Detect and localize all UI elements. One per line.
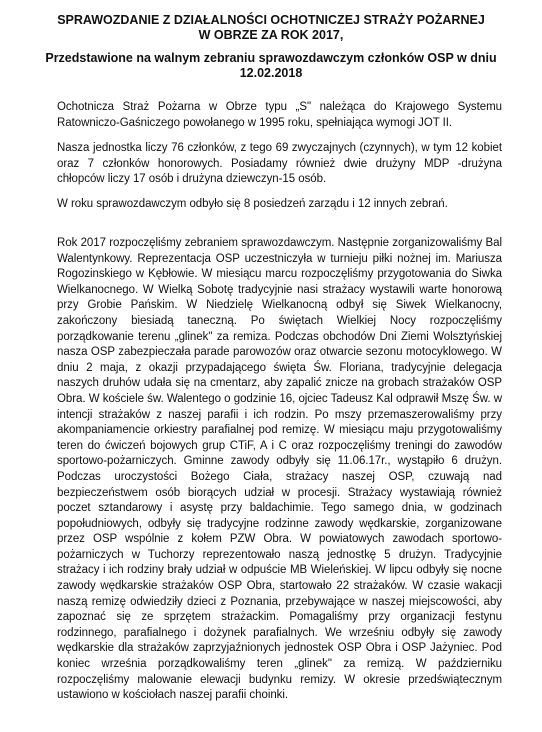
subtitle-line-2: 12.02.2018 [239,66,303,80]
paragraph-unit-description: Ochotnicza Straż Pożarna w Obrze typu „S" należąca do Krajowego Systemu Ratowniczo-Gaśniczego powołanego w 1995 roku, spełniająca wymogi JOT II. [57,101,502,129]
subtitle-line-1: Przedstawione na walnym zebraniu sprawozdawczym członków OSP w dniu [45,51,497,65]
paragraph-membership: Nasza jednostka liczy 76 członków, z tego 69 zwyczajnych (czynnych), w tym 12 kobiet oraz 7 członków honorowych. Posiadamy również dwie drużyny MDP -drużyna chłopców liczy 17 osób i drużyna dziewczyn-15 osób. [57,142,502,186]
title-line-1: SPRAWOZDANIE Z DZIAŁALNOŚCI OCHOTNICZEJ STRAŻY POŻARNEJ [57,13,485,27]
title-line-2: W OBRZE ZA ROK 2017, [198,28,344,42]
document-title [40,13,502,43]
document-subtitle [40,51,502,81]
paragraph-meetings: W roku sprawozdawczym odbyło się 8 posiedzeń zarządu i 12 innych zebrań. [57,198,448,210]
paragraph-activities: Rok 2017 rozpoczęliśmy zebraniem sprawozdawczym. Następnie zorganizowaliśmy Bal Walentynkowy. Reprezentacja OSP uczestniczyła w turnieju piłki nożnej im. Mariusza Rogozinskiego w Kębłowie. W miesiącu marcu rozpoczęliśmy przygotowania do Siwka Wielkanocnego. W Wielką Sobotę tradycyjnie nasi strażacy wystawili warte honorową przy Grobie Pańskim. W Niedzielę Wielkanocną odbył się Siwek Wielkanocny, zakończony biesiadą taneczną. Po świętach Wielkiej Nocy rozpoczęliśmy porządkowanie terenu „glinek" za remiza. Podczas obchodów Dni Ziemi Wolsztyńskiej nasza OSP zabezpieczała parade parowozów oraz otwarcie sezonu motocyklowego. W dniu 2 maja, z okazji przypadającego święta Św. Floriana, tradycyjnie delegacja naszych druhów udała się na cmentarz, aby zapalić znicze na grobach strażaków OSP Obra. W kościele św. Walentego o godzinie 16, ojciec Tadeusz Kal odprawił Mszę Św. w intencji strażaków z naszej parafii i ich rodzin. Po mszy przemaszerowaliśmy przy akompaniamencie orkiestry parafialnej pod remizę. W miesiącu maju przygotowaliśmy teren do ćwiczeń bojowych grup CTiF, A i C oraz rozpoczęliśmy treningi do zawodów sportowo-pożarniczych. Gminne zawody odbyły się 11.06.17r., wystąpiło 6 drużyn. Podczas uroczystości Bożego Ciała, strażacy naszej OSP, czuwają nad bezpieczeństwem osób biorących udział w procesji. Strażacy wystawiają również poczet sztandarowy i asystę przy baldachimie. Tego samego dnia, w godzinach popołudniowych, odbyły się tradycyjne rodzinne zawody wędkarskie, zorganizowane przez OSP wspólnie z kołem PZW Obra. W powiatowych zawodach sportowo-pożarniczych w Tuchorzy reprezentowało naszą jednostkę 5 drużyn. Tradycyjnie strażacy i ich rodziny brały udział w odpuście MB Wieleńskiej. W lipcu odbyły się nocne zawody wędkarskie strażaków OSP Obra, startowało 22 strażaków. W czasie wakacji naszą remizę odwiedziły dzieci z Poznania, przebywające w naszej miejscowości, aby zapoznać się ze sprzętem strażackim. Pomagaliśmy przy organizacji festynu rodzinnego, parafialnego i dożynek parafialnych. We wrześniu odbyły się zawody wędkarskie dla strażaków zaprzyjaźnionych jednostek OSP Obra i OSP Jażyniec. Pod koniec września porządkowaliśmy teren „glinek" za remizą. W październiku rozpoczęliśmy malowanie elewacji budynku remizy. W okresie przedświątecznym ustawiono w kościołach naszej parafii choinki. [57,237,502,702]
